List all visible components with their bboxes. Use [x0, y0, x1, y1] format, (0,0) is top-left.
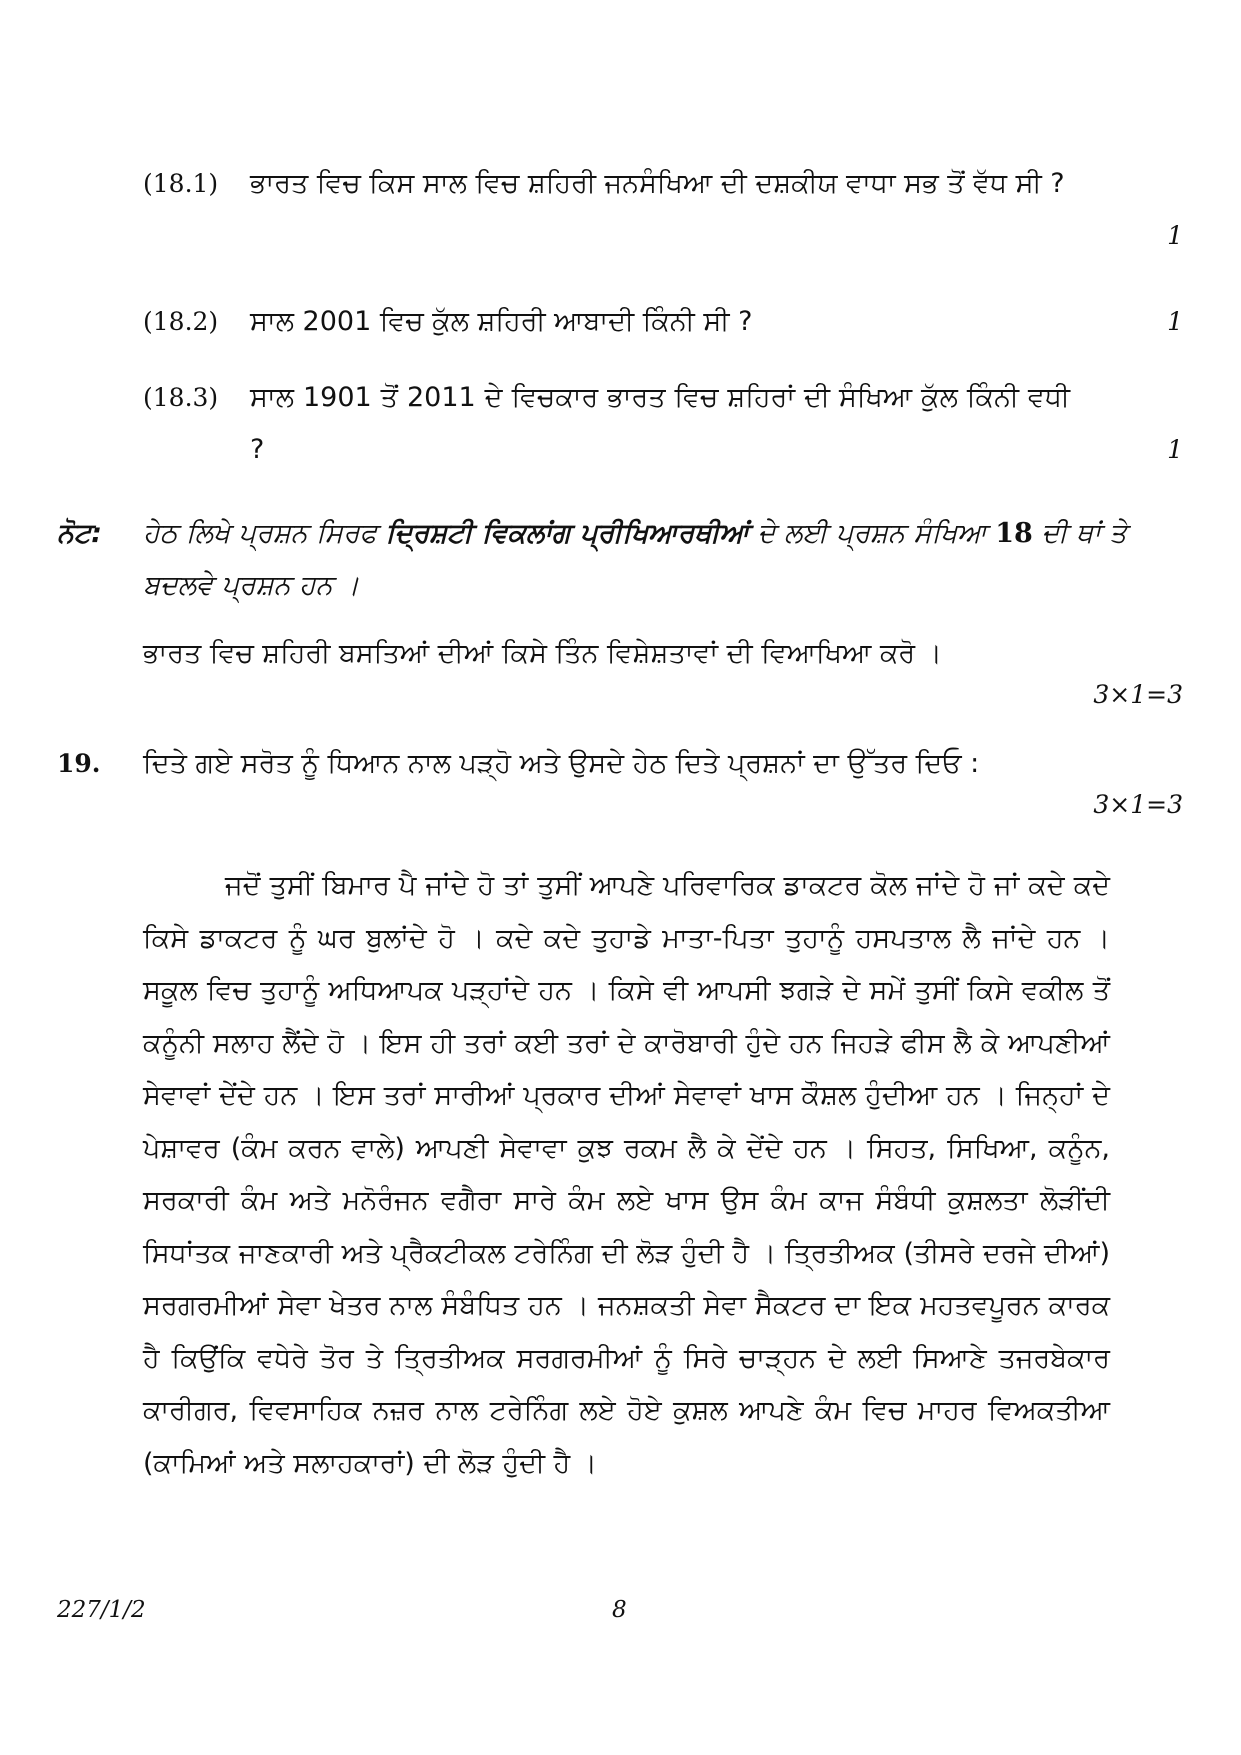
- question-text: ਸਾਲ 1901 ਤੋਂ 2011 ਦੇ ਵਿਚਕਾਰ ਭਾਰਤ ਵਿਚ ਸ਼ਹਿਰਾਂ ਦੀ ਸੰਖਿਆ ਕੁੱਲ ਕਿੰਨੀ ਵਧੀ ?: [250, 382, 1070, 465]
- question-number: (18.1): [143, 169, 219, 198]
- note-part-2: ਦੇ ਲਈ ਪ੍ਰਸ਼ਨ ਸੰਖਿਆ: [757, 518, 987, 549]
- question-text: ਦਿਤੇ ਗਏ ਸਰੋਤ ਨੂੰ ਧਿਆਨ ਨਾਲ ਪੜ੍ਹੋ ਅਤੇ ਉਸਦੇ ਹੇਠ ਦਿਤੇ ਪ੍ਰਸ਼ਨਾਂ ਦਾ ਉੱਤਰ ਦਿਓ :: [143, 748, 980, 779]
- question-text: ਭਾਰਤ ਵਿਚ ਕਿਸ ਸਾਲ ਵਿਚ ਸ਼ਹਿਰੀ ਜਨਸੰਖਿਆ ਦੀ ਦਸ਼ਕੀਯ ਵਾਧਾ ਸਭ ਤੋਂ ਵੱਧ ਸੀ ?: [250, 168, 1065, 199]
- note-part-1: ਹੇਠ ਲਿਖੇ ਪ੍ਰਸ਼ਨ ਸਿਰਫ: [143, 518, 378, 549]
- question-18-2: [143, 296, 1183, 348]
- paper-code: 227/1/2: [57, 1597, 146, 1623]
- note-part-3: ਦੀ ਥਾਂ ਤੇ ਬਦਲਵੇ ਪ੍ਰਸ਼ਨ ਹਨ ।: [143, 518, 1127, 601]
- note-emphasis: ਦ੍ਰਿਸ਼ਟੀ ਵਿਕਲਾਂਗ ਪ੍ਰੀਖਿਆਰਥੀਆਂ: [385, 518, 749, 549]
- question-18-1: [143, 158, 1183, 262]
- question-number: (18.2): [143, 307, 219, 336]
- note-question-number: 18: [995, 518, 1033, 549]
- question-number: (18.3): [143, 383, 219, 412]
- note-label: ਨੋਟ:: [57, 518, 102, 549]
- alternate-question: [143, 628, 1183, 680]
- note-text: [143, 508, 1183, 612]
- question-18-3: [143, 372, 1183, 476]
- source-passage: ਜਦੋਂ ਤੁਸੀਂ ਬਿਮਾਰ ਪੈ ਜਾਂਦੇ ਹੋ ਤਾਂ ਤੁਸੀਂ ਆਪਣੇ ਪਰਿਵਾਰਿਕ ਡਾਕਟਰ ਕੋਲ ਜਾਂਦੇ ਹੋ ਜਾਂ ਕਦੇ ਕਦੇ ਕਿਸੇ ਡਾਕਟਰ ਨੂੰ ਘਰ ਬੁਲਾਂਦੇ ਹੋ । ਕਦੇ ਕਦੇ ਤੁਹਾਡੇ ਮਾਤਾ-ਪਿਤਾ ਤੁਹਾਨੂੰ ਹਸਪਤਾਲ ਲੈ ਜਾਂਦੇ ਹਨ । ਸਕੂਲ ਵਿਚ ਤੁਹਾਨੂੰ ਅਧਿਆਪਕ ਪੜ੍ਹਾਂਦੇ ਹਨ । ਕਿਸੇ ਵੀ ਆਪਸੀ ਝਗੜੇ ਦੇ ਸਮੇਂ ਤੁਸੀਂ ਕਿਸੇ ਵਕੀਲ ਤੋਂ ਕਨੂੰਨੀ ਸਲਾਹ ਲੈਂਦੇ ਹੋ । ਇਸ ਹੀ ਤਰਾਂ ਕਈ ਤਰਾਂ ਦੇ ਕਾਰੋਬਾਰੀ ਹੁੰਦੇ ਹਨ ਜਿਹੜੇ ਫੀਸ ਲੈ ਕੇ ਆਪਣੀਆਂ ਸੇਵਾਵਾਂ ਦੇਂਦੇ ਹਨ । ਇਸ ਤਰਾਂ ਸਾਰੀਆਂ ਪ੍ਰਕਾਰ ਦੀਆਂ ਸੇਵਾਵਾਂ ਖਾਸ ਕੌਸ਼ਲ ਹੁੰਦੀਆ ਹਨ । ਜਿਨ੍ਹਾਂ ਦੇ ਪੇਸ਼ਾਵਰ (ਕੰਮ ਕਰਨ ਵਾਲੇ) ਆਪਣੀ ਸੇਵਾਵਾ ਕੁਝ ਰਕਮ ਲੈ ਕੇ ਦੇਂਦੇ ਹਨ । ਸਿਹਤ, ਸਿਖਿਆ, ਕਨੂੰਨ, ਸਰਕਾਰੀ ਕੰਮ ਅਤੇ ਮਨੋਰੰਜਨ ਵਗੈਰਾ ਸਾਰੇ ਕੰਮ ਲਏ ਖਾਸ ਉਸ ਕੰਮ ਕਾਜ ਸੰਬੰਧੀ ਕੁਸ਼ਲਤਾ ਲੋੜੀਂਦੀ ਸਿਧਾਂਤਕ ਜਾਣਕਾਰੀ ਅਤੇ ਪ੍ਰੈਕਟੀਕਲ ਟਰੇਨਿੰਗ ਦੀ ਲੋੜ ਹੁੰਦੀ ਹੈ । ਤ੍ਰਿਤੀਅਕ (ਤੀਸਰੇ ਦਰਜੇ ਦੀਆਂ) ਸਰਗਰਮੀਆਂ ਸੇਵਾ ਖੇਤਰ ਨਾਲ ਸੰਬੰਧਿਤ ਹਨ । ਜਨਸ਼ਕਤੀ ਸੇਵਾ ਸੈਕਟਰ ਦਾ ਇਕ ਮਹਤਵਪੂਰਨ ਕਾਰਕ ਹੈ ਕਿਉਂਕਿ ਵਧੇਰੇ ਤੋਰ ਤੇ ਤ੍ਰਿਤੀਅਕ ਸਰਗਰਮੀਆਂ ਨੂੰ ਸਿਰੇ ਚਾੜ੍ਹਨ ਦੇ ਲਈ ਸਿਆਣੇ ਤਜਰਬੇਕਾਰ ਕਾਰੀਗਰ, ਵਿਵਸਾਹਿਕ ਨਜ਼ਰ ਨਾਲ ਟਰੇਨਿੰਗ ਲਏ ਹੋਏ ਕੁਸ਼ਲ ਆਪਣੇ ਕੰਮ ਵਿਚ ਮਾਹਰ ਵਿਅਕਤੀਆ (ਕਾਮਿਆਂ ਅਤੇ ਸਲਾਹਕਾਰਾਂ) ਦੀ ਲੋੜ ਹੁੰਦੀ ਹੈ ।: [143, 870, 1110, 1479]
- question-19-marks: 3×1=3: [1093, 790, 1183, 819]
- page-number: 8: [612, 1597, 627, 1623]
- question-number: 19.: [57, 749, 101, 778]
- question-marks: 1: [1167, 221, 1183, 250]
- alternate-question-text: ਭਾਰਤ ਵਿਚ ਸ਼ਹਿਰੀ ਬਸਤਿਆਂ ਦੀਆਂ ਕਿਸੇ ਤਿੰਨ ਵਿਸ਼ੇਸ਼ਤਾਵਾਂ ਦੀ ਵਿਆਖਿਆ ਕਰੋ ।: [143, 638, 942, 669]
- question-text: ਸਾਲ 2001 ਵਿਚ ਕੁੱਲ ਸ਼ਹਿਰੀ ਆਬਾਦੀ ਕਿੰਨੀ ਸੀ ?: [250, 306, 753, 337]
- question-marks: 1: [1167, 307, 1183, 336]
- question-marks: 1: [1167, 435, 1183, 464]
- alternate-question-marks: 3×1=3: [1093, 680, 1183, 709]
